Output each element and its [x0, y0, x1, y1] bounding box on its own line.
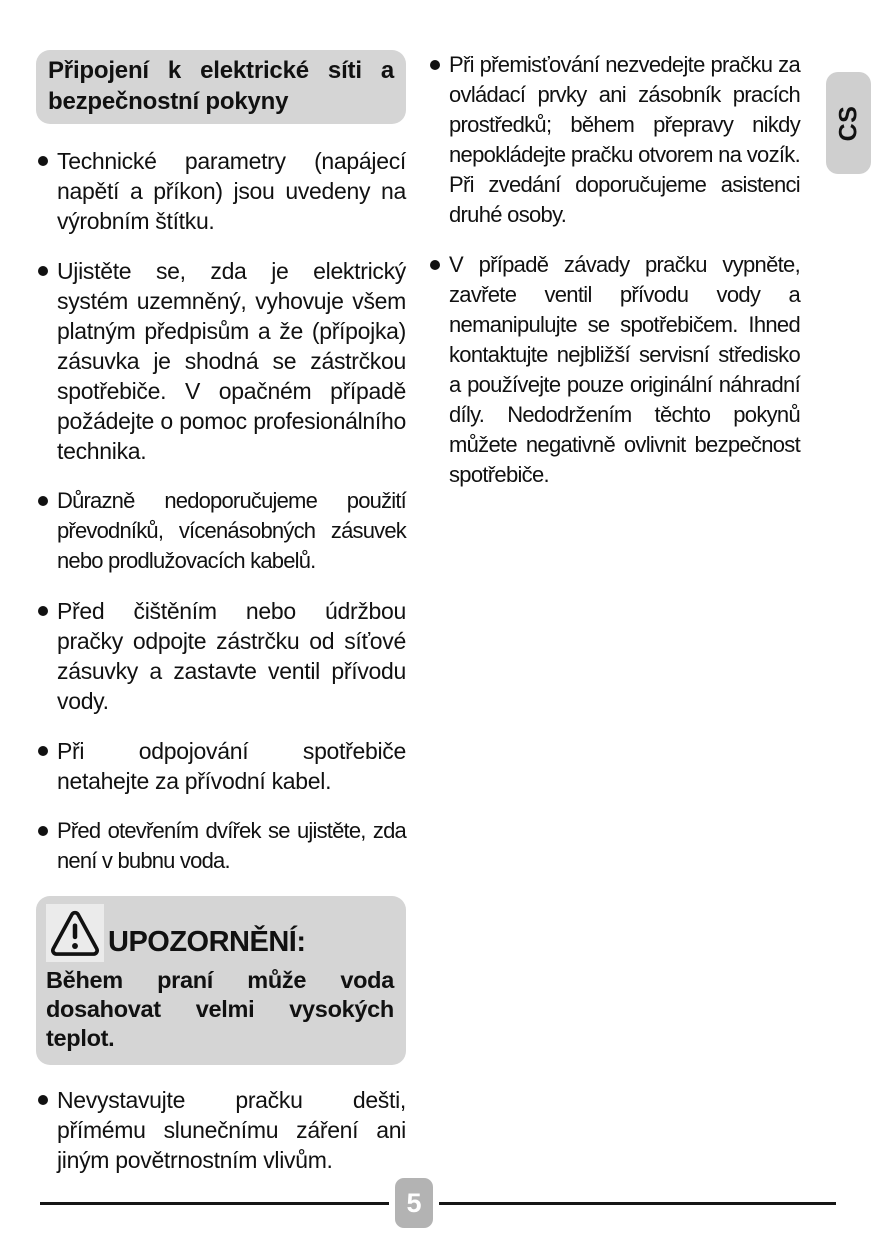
right-column — [428, 50, 800, 1195]
bullet-dot-icon — [38, 266, 48, 276]
list-item — [36, 1085, 406, 1175]
warning-icon-background — [46, 904, 104, 962]
list-item-text: Před otevřením dvířek se ujistěte, zda není v bubnu voda. — [57, 818, 406, 873]
bullet-dot-icon — [38, 826, 48, 836]
warning-triangle-icon — [49, 909, 101, 957]
language-tab — [826, 72, 871, 174]
list-item-text: Důrazně nedoporučujeme použití převodníků, vícenásobných zásuvek nebo prodlužovacích kabelů. — [57, 488, 406, 573]
list-item-text: Při odpojování spotřebiče netahejte za přívodní kabel. — [57, 738, 406, 794]
left-column — [36, 50, 406, 1195]
list-item — [428, 250, 800, 490]
list-item — [36, 816, 406, 876]
list-item-text: Při přemisťování nezvedejte pračku za ovládací prvky ani zásobník pracích prostředků; během přepravy nikdy nepokládejte pračku otvorem na vozík. Při zvedání doporučujeme asistenci druhé osoby. — [449, 52, 800, 227]
list-item — [36, 146, 406, 236]
bullet-dot-icon — [430, 260, 440, 270]
list-item — [36, 256, 406, 466]
page-footer — [40, 1178, 836, 1228]
footer-rule-left — [40, 1202, 389, 1205]
page-number-badge — [395, 1178, 433, 1228]
list-item-text: Ujistěte se, zda je elektrický systém uzemněný, vyhovuje všem platným předpisům a že (přípojka) zásuvka je shodná se zástrčkou spotřebiče. V opačném případě požádejte o pomoc profesionálního technika. — [57, 258, 406, 464]
warning-header — [46, 904, 394, 962]
bullet-dot-icon — [38, 496, 48, 506]
list-item-text: Nevystavujte pračku dešti, přímému slunečnímu záření ani jiným povětrnostním vlivům. — [57, 1087, 406, 1173]
bullet-dot-icon — [38, 746, 48, 756]
bullet-dot-icon — [430, 60, 440, 70]
bullet-dot-icon — [38, 1095, 48, 1105]
bullet-dot-icon — [38, 606, 48, 616]
list-item-text: V případě závady pračku vypněte, zavřete ventil přívodu vody a nemanipulujte se spotřebičem. Ihned kontaktujte nejbližší servisní středisko a používejte pouze originální náhradní díly. Nedodržením těchto pokynů můžete negativně ovlivnit bezpečnost spotřebiče. — [449, 252, 800, 487]
list-item — [36, 736, 406, 796]
warning-heading: UPOZORNĚNÍ: — [108, 926, 306, 958]
list-item-text: Technické parametry (napájecí napětí a příkon) jsou uvedeny na výrobním štítku. — [57, 148, 406, 234]
section-title-box — [36, 50, 406, 124]
list-item — [36, 486, 406, 576]
warning-text: Během praní může voda dosahovat velmi vysokých teplot. — [46, 967, 394, 1051]
list-item — [428, 50, 800, 230]
language-tab-label: CS — [833, 105, 862, 141]
section-title: Připojení k elektrické síti a bezpečnostní pokyny — [48, 57, 394, 115]
list-item — [36, 596, 406, 716]
bullet-dot-icon — [38, 156, 48, 166]
warning-box — [36, 896, 406, 1065]
list-item-text: Před čištěním nebo údržbou pračky odpojte zástrčku od síťové zásuvky a zastavte ventil přívodu vody. — [57, 598, 406, 714]
footer-rule-right — [439, 1202, 836, 1205]
page-number: 5 — [406, 1187, 422, 1218]
